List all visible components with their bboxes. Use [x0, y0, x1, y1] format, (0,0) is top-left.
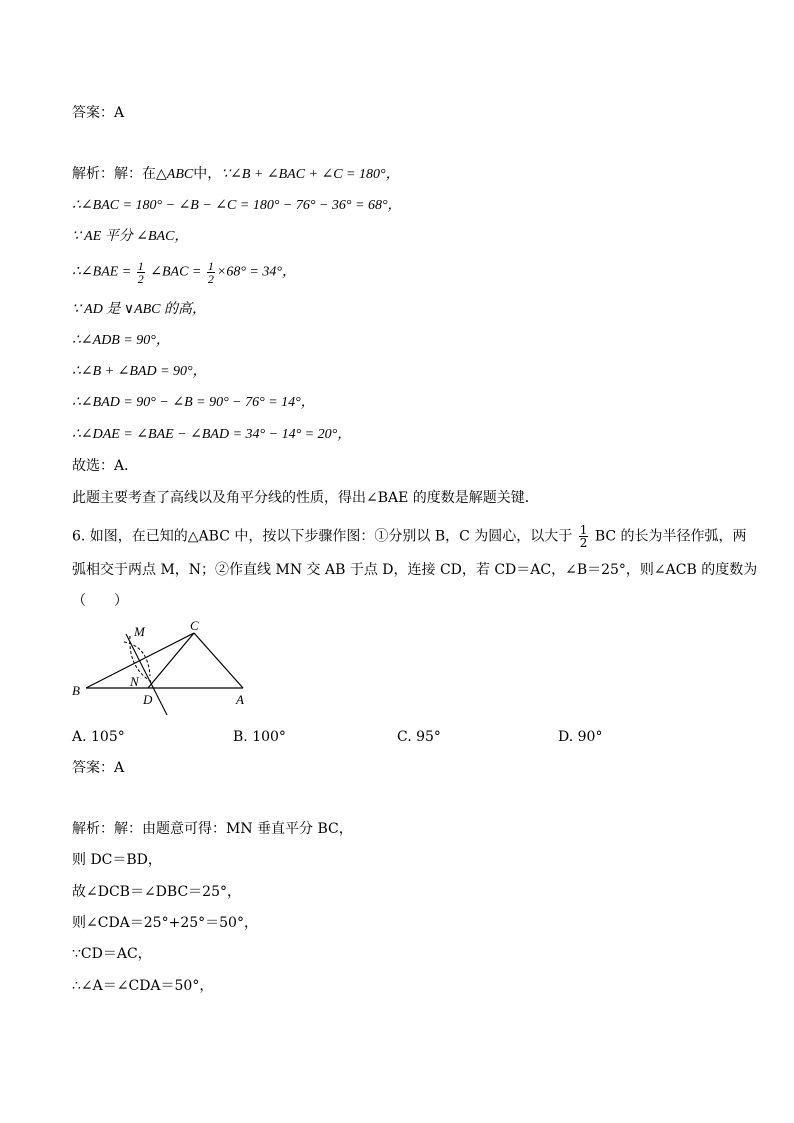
option-a[interactable]: A. 105° — [72, 729, 125, 745]
solution-prefix: 解析：解：在 — [72, 166, 156, 182]
solution-1-line-11: 此题主要考查了高线以及角平分线的性质，得出∠BAE 的度数是解题关键． — [72, 490, 539, 506]
solution-2-line-2: 则 DC＝BD， — [72, 852, 162, 868]
option-b[interactable]: B. 100° — [233, 729, 286, 745]
question-6-line-1 — [72, 524, 747, 549]
geometry-figure — [66, 618, 266, 720]
solution-1-line-2: ∴∠BAC = 180° − ∠B − ∠C = 180° − 76° − 36° = 68°， — [72, 198, 402, 213]
solution-mid: 中， — [193, 166, 222, 182]
label-D: D — [143, 692, 153, 707]
label-M: M — [134, 624, 145, 639]
question-text-b: BC 的长为半径作弧，两 — [594, 528, 747, 545]
eq-lead: ∴∠BAE = — [72, 264, 132, 280]
solution-1-line-8: ∴∠BAD = 90° − ∠B = 90° − 76° = 14°， — [72, 395, 315, 410]
answer-line-2: 答案：A — [72, 760, 125, 776]
eq-tail: ×68° = 34°， — [216, 264, 296, 280]
segment-CD — [148, 633, 194, 688]
solution-2-line-1: 解析：解：由题意可得：MN 垂直平分 BC， — [72, 821, 353, 837]
solution-2-line-4: 则∠CDA＝25°+25°＝50°， — [72, 915, 258, 931]
segment-CA — [194, 633, 243, 688]
solution-1-line-10: 故选：A． — [72, 458, 139, 474]
solution-1-line-9: ∴∠DAE = ∠BAE − ∠BAD = 34° − 14° = 20°， — [72, 427, 352, 442]
question-text-a: 6. 如图，在已知的△ABC 中，按以下步骤作图：①分别以 B，C 为圆心，以大于 — [72, 528, 573, 545]
eq-mid: ∠BAC = — [150, 264, 202, 280]
question-6-line-3: （ ） — [72, 593, 128, 609]
angle-sum-equation: ∵∠B + ∠BAC + ∠C = 180°， — [221, 167, 400, 182]
solution-2-line-6: ∴∠A＝∠CDA＝50°， — [72, 978, 214, 994]
label-A: A — [236, 692, 244, 707]
label-N: N — [130, 674, 139, 689]
question-6-line-2: 弧相交于两点 M，N；②作直线 MN 交 AB 于点 D，连接 CD，若 CD＝AC，∠B＝25°，则∠ACB 的度数为 — [72, 562, 758, 578]
fraction-half-q6: $\frac{1}{2}$ — [579, 523, 588, 550]
option-c[interactable]: C. 95° — [397, 729, 441, 745]
fraction-half-1: $\frac{1}{2}$ — [137, 259, 144, 286]
solution-2-line-5: ∵CD＝AC， — [72, 946, 152, 962]
triangle-name: △ABC — [156, 167, 194, 182]
solution-1-line-7: ∴∠B + ∠BAD = 90°， — [72, 364, 207, 379]
solution-2-line-3: 故∠DCB＝∠DBC＝25°， — [72, 884, 241, 900]
label-B: B — [72, 683, 80, 698]
solution-1-line-1 — [72, 164, 400, 185]
solution-1-line-4 — [72, 260, 296, 285]
solution-1-line-3: ∵ AE 平分 ∠BAC， — [72, 229, 189, 244]
label-C: C — [190, 618, 199, 633]
solution-1-line-6: ∴∠ADB = 90°， — [72, 333, 170, 348]
option-d[interactable]: D. 90° — [558, 729, 603, 745]
answer-line-1: 答案：A — [72, 105, 125, 121]
solution-1-line-5: ∵ AD 是 ∨ABC 的高， — [72, 302, 207, 317]
fraction-half-2: $\frac{1}{2}$ — [207, 259, 214, 286]
arc-from-B — [124, 642, 150, 676]
